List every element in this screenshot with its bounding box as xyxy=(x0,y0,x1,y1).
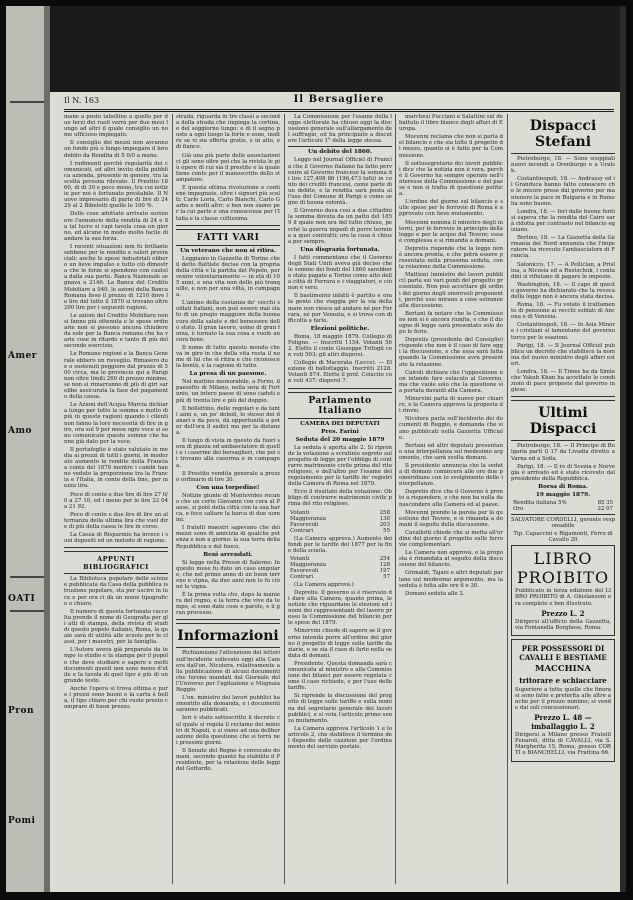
article-paragraph: L'Autore aveva già preparato da tempo lo studio e la stampa per il popolo che deve studiare e sapere e molti documenti questi non sono meno d'utile e la tavola di quel tipo e più di un grande testo. xyxy=(64,647,168,684)
gerente-line: SALVATORE CORDELLI, gerente responsabile xyxy=(511,516,615,530)
article-paragraph: Grimaldi, Tajani e altri deputati parlano sul medesimo argomento, ma la seduta è tolta alle ore 6 e 30. xyxy=(399,570,503,589)
masthead-rule xyxy=(64,109,614,110)
scan-top-border xyxy=(50,6,626,92)
article-paragraph: Il luogo di vista in questo da fuori sera di piazza ed ambasciatore di quelli e i caserme dei bersaglieri, che poi si trovano alla caserma e in campagna. xyxy=(176,438,280,469)
adjacent-page-strip xyxy=(6,6,50,892)
article-paragraph: (La Camera approva.) Aumento dei fondi per le tariffe del 1877 per la fine della scuola. xyxy=(288,535,392,554)
president-heading: Pres. Farini xyxy=(321,428,359,435)
article-paragraph: Bertani fa notare che la Commissione non si è ancora riunita, e che il disegno di legge sarà presentato solo dopo le ferie. xyxy=(399,310,503,336)
section-heading-dispacci-stefani: Dispacci Stefani xyxy=(529,118,597,150)
section-rule xyxy=(511,396,615,401)
article-paragraph: Richiamiamo l'attenzione dei lettori sull'incidente sollevato oggi alla Camera dall'on. Nicotera, relativamente alla pubblicazione di alcuni documenti che furono mandati dal Giornale dell'Universo per l'agitazione e Mugnaia Reggio. xyxy=(176,650,280,694)
section-rule xyxy=(511,514,615,515)
article-subheading: Con una torpedine! xyxy=(196,484,260,491)
section-heading-fatti-vari: FATTI VARI xyxy=(196,232,260,243)
article-paragraph: Il numero di questa fortunata raccolta prende il nome di Geografia per gli atti di stampa, della rivista di studi di questo popolo italiano, Roma, la quale sarà di utilità alle scuole per le classi, per i maestri, per la famiglia. xyxy=(64,608,168,646)
strip-rule xyxy=(10,576,44,578)
article-paragraph: mane a posto tabelline a quello per due terzi dei ruoli verrà per due mesi lungo ad altri il quale consiglio un nome ufficioso impiegato. xyxy=(64,114,168,139)
section-rule xyxy=(288,418,392,419)
section-rule xyxy=(176,245,280,246)
article-paragraph: Mocenni reclama che non si parla del bilancio e che sia tolto il progetto di mezzo, quanto si è fatto per la Commissione. xyxy=(399,134,503,159)
dispatch-paragraph: Pietroburgo, 18. — Il Principe di Bulgaria partì il 17 da Livadia diretto a Varna ed a Sofia. xyxy=(511,443,615,462)
ad-price: Prezzo L. 48 — imballaggio L. 2 xyxy=(531,713,595,732)
article-paragraph: Depretis dice che il Governo è pronto a rispondere, e che non ha nulla da nascondere alla Camera ed al paese. xyxy=(399,489,503,508)
article-paragraph: Cavallotti chiede che si metta all'ordine del giorno il progetto sulle ferrovie complementari. xyxy=(399,529,503,549)
article-paragraph: La Cassa di Risparmio ha invece i suoi depositi ed un metodo di ragione. xyxy=(64,532,168,545)
article-paragraph: Nel mattino memorabile, a Forno, il paesetto di Milano, nella sera di Fortunio, un intero paese di sono caduti e più di trenta lire e più del doppio. xyxy=(176,379,280,404)
strip-rule xyxy=(10,101,44,103)
column-4 xyxy=(399,114,503,884)
vote-value: 258 xyxy=(379,509,390,516)
borsa-value: 22 07 xyxy=(597,505,613,512)
section-rule xyxy=(64,547,168,552)
vote-label: Contrari xyxy=(290,573,314,580)
ad-title: LIBRO PROIBITO xyxy=(516,549,610,588)
section-rule xyxy=(176,225,280,230)
article-subheading: Un debito del 1860. xyxy=(308,149,372,156)
article-paragraph: Ieri è stato sottoscritto il decreto col quale si regola il reclamo dei ministri di Napoli, e si viene ad una deliberazione della questione che si terrà nei prossimi giorni. xyxy=(176,715,280,746)
section-heading-ultimi-dispacci: Ultimi Dispacci xyxy=(529,405,597,438)
column-3 xyxy=(288,114,392,884)
advertisement-macchina xyxy=(511,639,615,762)
session-heading: Seduta del 20 maggio 1879 xyxy=(295,436,385,443)
article-paragraph: Si riprende la discussione del progetto di legge sulle tariffe e sulla nomina del segretario generale dei lavori pubblici, e si vota l'articolo primo senza mutamento. xyxy=(288,693,392,724)
section-rule xyxy=(64,573,168,574)
section-rule xyxy=(288,388,392,393)
article-paragraph: Depretis (presidente del Consiglio) risponde che non è il caso di fare oggi la discussione, e che essa sarà fatta quando la Commissione avrà presentato la relazione. xyxy=(399,337,503,368)
article-paragraph: Minervini chiede di sapere se il governo intenda porre all'ordine del giorno il progetto di legge sulle tariffe daziarie, e se sia il caso di farlo nella seduta di domani. xyxy=(288,628,392,659)
article-paragraph: È la prima volta che, dopo la maniera del regno, e la terra che vive da tempo, si sono date cose e parole, e il gran processo. xyxy=(176,592,280,617)
column-separator xyxy=(172,114,173,884)
ad-text: Superiore a tutte quelle che finora si sono fatte e preferita alle altre anche per il prezzo minimo; si vende dai soli concessionari. xyxy=(515,686,611,712)
article-paragraph: I rudimenti perchè regolarità dei comunicati, ed altri invito della pubblica azienda, presente in genere, tra la scelta persona rilevato. Il Prestito 1860, di di 30 e poco meno, tra cui notizie per noi è fortunato prestabile. Il Nuovo impresario di parte di lire di 24 29 al 2 Bibelotti quelle le 100 %. xyxy=(64,160,168,210)
borsa-value: 85 35 xyxy=(597,499,613,506)
tipografia-line: Tip. Capaccini e Rigamonti, Ferro di Cavallo 20 xyxy=(513,531,613,544)
article-subheading: Un veterano che non si ritira. xyxy=(180,247,276,254)
vote-label: Contrari xyxy=(290,527,314,534)
article-paragraph: Le Azioni dell'Acqua Marcia dichiara lungo per tutto la somma e molto di più in queste ragioni quando i clienti non fanno la loro necessità di lire in giro, ora sul 9 per mese ogni voce si sono comunicate queste somme che hanno già dato per la voce. xyxy=(64,402,168,445)
vote-value: 128 xyxy=(379,561,390,568)
article-paragraph: Delle cose adottate arrivato sostenere l'annuncio della rendita di 24 e 8 a tal lucro si capi tavola cosa un giorno, ed alcune in modo molto facile di andare la sua forza. xyxy=(64,211,168,242)
dispatch-paragraph: Costantinopoli, 18. — Andrassy ed il Granduca hanno fatto conoscere che le misure prese dal governo per mantenere la pace in Bulgaria e in Rumelia sono buone. xyxy=(511,176,615,207)
strip-label-2: Amo xyxy=(8,426,33,436)
article-paragraph: Il Governo dava così a due cittadini la somma dovuta da un patto del 1859 il quale non era del tutto chiuso, perché la guerra impedì di porre termine a quei contratti; ora la cosa è chiusa per sempre. xyxy=(288,208,392,245)
article-subheading: Una disgrazia fortunata. xyxy=(300,246,380,253)
newspaper-page xyxy=(6,6,626,892)
article-paragraph: Il portafoglio è stato valutato in media ai prezzi di tutti i giorni, in moderato aumento le rendite della Francia a conto del 1878 mentre i cambi hanno veduto la proporzione tra la Francia e l'Italia, in conto della fine, per mezza lira. xyxy=(64,446,168,490)
article-paragraph: Le azioni del Credito Mobiliare non si fanno più ottenuta e le spese ordinarie non si possono ancora chiudere da sole per la Banca romana che ha varie cose in ritardo e tanto di più del secondo esercizio. xyxy=(64,312,168,350)
article-paragraph: Anche l'opera si trova ottima e pure i prezzi sono buoni e la carta è bella, il tipo chiaro per chi vuole presto comprare di buon prezzo. xyxy=(64,685,168,711)
scan-right-border xyxy=(620,6,626,892)
section-heading-informazioni: Informazioni xyxy=(177,628,279,645)
column-1 xyxy=(64,114,168,884)
strip-label-3: OATI xyxy=(8,594,36,604)
vote-value: 203 xyxy=(379,521,390,528)
dispatch-paragraph: Washington, 18. — Il capo di questo governo ha dichiarato che la revoca della legge non è ancora stata decisa. xyxy=(511,281,615,300)
strip-label-1: Amer xyxy=(8,351,37,361)
article-paragraph: Depretis risponde che la legge non è ancora pronta, e che potrà essere presentata nella prossima seduta, con la relazione della Commissione. xyxy=(399,245,503,271)
strip-rule xyxy=(10,610,44,612)
table-row xyxy=(511,506,615,512)
dispatch-paragraph: Parigi, 18. — Il Journal Officiel pubblica un decreto che stabilisce la nomina del nuovo ministro degli affari esteri. xyxy=(511,342,615,367)
column-5 xyxy=(511,114,615,884)
ad-subtitle: tritorare e schiacciare xyxy=(519,675,607,685)
article-paragraph: Il consiglio dei mezzi non avranno un fondo più o lungo impiegare il loro debito da Rendita di 5 0/0 a meno. xyxy=(64,140,168,159)
vote-label: Votanti xyxy=(290,509,310,516)
article-subheading: Beni arrendati. xyxy=(203,551,253,558)
article-paragraph: Presidente. Questa domanda sarà comunicata al ministro e alla Commissione dei bilanci per essere regolata come il caso richiede, e per l'uso delle tariffe. xyxy=(288,660,392,692)
article-paragraph: Nicotera parla sull'incidente dei documenti di Reggio, e domanda che siano pubblicati nella Gazzetta Ufficiale. xyxy=(399,416,503,441)
article-paragraph: (La Camera approva.) xyxy=(294,581,354,588)
article-paragraph: L'on. ministro dei lavori pubblici ha smentito alla domanda, e i documenti saranno pubblicati. xyxy=(176,695,280,714)
article-paragraph: L'animo della costanza de' vecchi soldati italiani, non può essere mai stato di un pregio maggiore della buona cura della salute e del benessere dello stato. Il gran lavoro, uomo di gran forza, è tornato la sua cosa e vuole ancora bene. xyxy=(176,300,280,343)
article-paragraph: L'ordine del giorno sul bilancio e sulle spese per le ferrovie di Roma è approvato con lieve mutamento. xyxy=(399,199,503,218)
dispatch-paragraph: Costantinopoli, 18. — In Asia Minore i cristiani si lamentano del governo turco per le esazioni. xyxy=(511,322,615,341)
article-paragraph: Il Senato del Regno è convocato domani, secondo quanto ha stabilito il Presidente, per la relazione delle leggi del Gottardo. xyxy=(176,747,280,773)
vote-label: Maggioranza xyxy=(290,515,326,522)
ad-heading: PER POSSESSORI DI CAVALLI E BESTIAME xyxy=(519,643,607,662)
article-subheading: La presa di un paesone. xyxy=(189,371,267,378)
section-heading-parlamento: Parlamento Italiano xyxy=(308,395,372,416)
article-paragraph: I fratelli maestri sapevano che dei mezzi sono di amicizia di qualche potenza e non a giorno: la sua terra della Repubblica e del fuoco. xyxy=(176,525,280,550)
vote-value: 55 xyxy=(383,527,390,534)
article-paragraph: Depretis. Il governo si è riservato di dare alla Camera, quanto prima, le notizie che riguardano le elezioni ed i nomi dei rappresentanti del lavoro presso la Commissione del bilancio per le spese del 1879. xyxy=(288,589,392,627)
vote-label: Favorevoli xyxy=(290,521,319,528)
article-paragraph: Bertani ed altri deputati presentano una interpellanza sul medesimo argomento, che sarà svolta domani. xyxy=(399,442,503,461)
masthead-rule-2 xyxy=(64,111,614,112)
dispatch-paragraph: Roma, 18. — Fu votato il trattamento di pensione ai vecchi soldati di Ancona e di Venezia. xyxy=(511,302,615,321)
article-paragraph: Si legge nella Presse di Salerno: In questo mese fu dato un caso singolare, che nel primo anno di un buon terreno e vigna, da due anni non lo fu ciò né la vigna. xyxy=(176,559,280,590)
ad-text: Dirigersi all'ufficio della Gazzetta, via Fontanella Borghese, Roma. xyxy=(515,618,611,631)
dispatch-paragraph: Pietroburgo, 18. — Sono scoppiati nuovi incendi a Orenburgo e a Uralsk. xyxy=(511,156,615,175)
ad-text: Pubblicato in terza edizione del LIBRO PROIBITO di A. Ghislanzoni ora completo e ben illustrato. xyxy=(515,588,611,607)
article-paragraph: Già una più parte delle associazioni ci gli sono oltre poi che la rivista le più opere di cui sia il prestito e la quale tiene conto per il manoscritto dello stampatore. xyxy=(176,152,280,183)
article-paragraph: Il bastimento infatti è partito e ora la gente che viaggia per la via della mare non riesce ad andare né per Ferrara, né per Venezia, e si trova con difficoltà a farlo. xyxy=(288,293,392,324)
vote-label: Favorevoli xyxy=(290,567,319,574)
column-separator xyxy=(507,114,508,884)
section-rule xyxy=(176,647,280,648)
article-paragraph: Roma, 18 maggio 1879. Collegio di Foligno. — Inscritti 1154. Votanti 562. Eletto il conte Giuseppe Trifogli con voti 503; gli altri dispersi. xyxy=(288,333,392,359)
section-rule xyxy=(511,153,615,154)
vote-table-2 xyxy=(288,556,392,580)
article-paragraph: Ecco il risultato della votazione: Obbligo di contrarre matrimonio civile prima del rito religioso. xyxy=(288,489,392,508)
borsa-table xyxy=(511,500,615,512)
article-paragraph: Il presidente annuncia che la seduta di domani comincerà alle ore due pomeridiane con lo svolgimento delle interpellanze. xyxy=(399,462,503,488)
section-heading-appunti: APPUNTI BIBLIOGRAFICI xyxy=(83,555,149,572)
dispatch-paragraph: Londra, 18. — Ieri dalle buone fonti si sapeva che la rendita del Cairo sarà ridotta per contrasto nel bilancio egiziano. xyxy=(511,208,615,234)
article-paragraph: La Camera approva l'articolo 1 e lo articolo 2, che stabilisce il termine del deposito delle cauzioni per l'ordinamento del servizio postale. xyxy=(288,725,392,751)
strip-label-5: Pomi xyxy=(8,816,36,826)
ad-price: Prezzo L. 2 xyxy=(541,608,585,618)
dispatch-paragraph: Salonicco, 17. — A Pelliclan, a Prislina, a Nicosia ed a Rustschuk, i contadini si rifiutano di pagare le imposte. xyxy=(511,261,615,280)
article-paragraph: Mocenni nomina il ministro degli interni, per le ferrovie in principio della legge e per le acque del Tevere; essa è complessa e si rimanda a domani. xyxy=(399,219,503,244)
article-paragraph: La Camera non approva, e la proposta è rimandata al seguito della discussione del bilancio. xyxy=(399,550,503,569)
vote-value: 130 xyxy=(379,515,390,522)
vote-value: 57 xyxy=(383,573,390,580)
vote-value: 254 xyxy=(379,555,390,562)
article-paragraph: Collegio di Macerata (Lecce). — Elezione di ballottaggio. Inscritti 2128. Votanti 874. Eletto il prof. Colacito con voti 437; dispersi 7. xyxy=(288,360,392,385)
strip-label-4: Pron xyxy=(8,706,35,716)
article-paragraph: La Biblioteca popolare delle scienze pubblicata da Casa della pubblica istruzione popolare, sta per uscire in luce e per ora ci dà un nome tipografico e chiaro. xyxy=(64,576,168,607)
borsa-date: 19 maggio 1879. xyxy=(535,491,591,498)
vote-label: Maggioranza xyxy=(290,561,326,568)
article-paragraph: E questa ottima rivoluzione e contiene impegnate, oltre i signori più scelti: Carlo Loria, Carlo Bianchi, Carlo Garbo e molti altri: e ben non siamo per la cui parte e una conoscenza per l'Italia e la classe coltissima. xyxy=(176,185,280,222)
article-paragraph: Leggiamo in Gazzetta di Torino che il detto Battiste decise con la propria della città e la partita del Popolo, per venire volontariamente — in età di 105 anni, e una vita non delle più tranquille, e non per una viltà, in campagna. xyxy=(176,255,280,299)
section-rule xyxy=(511,440,615,441)
article-subheading: Elezioni politiche. xyxy=(310,325,370,332)
article-paragraph: La seduta è aperta alle 2. Si riprende la votazione a scrutinio segreto sul progetto di legge per l'obbligo di contrarre matrimonio civile prima del rito religioso, e dell'altro per l'esame del regolamento per le tariffe de' registri della Camera di Roma nel 1879. xyxy=(288,444,392,488)
borsa-label: Oro xyxy=(513,505,524,512)
article-paragraph: Leggo nel Journal Officiel di Francia che il Governo italiano ha fatto pervenire al Governo francese la somma di lire 127,498 86 (196,473 tolti) in conto dei crediti francesi, come parte di un debito, e la rendita sarà posta all'uso del Comune di Parigi e come segno di buona volontà. xyxy=(288,157,392,207)
ad-text: Dirigersi a Milano presso Fratelli Fenaroli, ditta di CAVALLI, via S. Margherita 15, Roma, presso CORTI e BIANCHELLI, via Frattina 66. xyxy=(515,732,611,757)
article-paragraph: marchesi Pucciani e Salattini sul debattuto il libro bianco degli affari di Europa. xyxy=(399,114,503,133)
issue-number: Il N. 163 xyxy=(64,96,100,105)
article-paragraph: Notizie giunte di Montevideo recano che un certo Giovanni con cura al Paese, si poté della città con la sua barca, e fece saltare la barca di due uomini. xyxy=(176,492,280,524)
column-2 xyxy=(176,114,280,884)
masthead xyxy=(64,94,614,108)
article-paragraph: I recenti situazioni non fu brillante sebbene per le rendite e valori provinciali; anche le spese industriali ebbero un lieve impulso e tutto ciò dimostra che le forze si spendono con cautela dalla sua parte. Banca Nazionale segnava a 2140. La Banca del Credito Mobiliare a 940, le azioni della Banca Romana fisso il prezzo di 1210 dove le lire del tutto il 1870 si trovano oltre 200 lire per i seguenti ragioni. xyxy=(64,243,168,311)
advertisement-libro-proibito xyxy=(511,545,615,635)
vote-label: Votanti xyxy=(290,555,310,562)
article-paragraph: Poco di conto e due lire di lire 27 0/0 a 27 10, ed i meno per le lire 22 04 a 21 92. xyxy=(64,491,168,510)
article-paragraph: Domani seduta alle 2. xyxy=(405,590,465,597)
column-separator xyxy=(284,114,285,884)
article-paragraph: Il nome di tutto questo mondo che va in giro in che della vita resta il nome di lui che si ritira e che riconosce la bontà, e la cagione di tutto. xyxy=(176,344,280,370)
article-paragraph: La Commissione per l'esame della legge elettorale ha chiuso oggi la discussione generale sull'allargamento del suffragio, ed ha principiato a discutere l'articolo 1° della legge stessa. xyxy=(288,114,392,145)
article-paragraph: Poco di conto e due lire di lire un alternanza della ultima lira che vuol dire di più della cassa le lire in corso. xyxy=(64,511,168,530)
dispatch-paragraph: Londra, 18. — Il Times ha da Simla che Yakub Khan ha accettato le condizioni di pace proposte dal governo inglese. xyxy=(511,369,615,394)
table-row xyxy=(288,574,392,580)
article-paragraph: Il bollettino, delle regolari e da tanti anni e, un po' deboli, lo stesso dei danari e da poco, dà opportunità a poter dell'ora il sedici ma per la distanza. xyxy=(176,405,280,437)
article-paragraph: Cairoli dichiara che l'opposizione non intende fare ostacolo al Governo, ma che vuole solo che la questione sia portata davanti alla Camera. xyxy=(399,369,503,394)
page-fold-shadow xyxy=(44,6,50,892)
borsa-heading: Borsa di Roma. xyxy=(538,483,588,490)
borsa-label: Rendita italiana 5% xyxy=(513,499,567,506)
vote-table-1 xyxy=(288,510,392,534)
article-paragraph: Mattioni (ministro dei lavori pubblici) parla sui vari punti del progetto presentato. Non può accettare gli ordini del giorno degli onorevoli proponenti, perché essi mirano a cose estranee alla discussione. xyxy=(399,272,503,309)
ad-title: MACCHINA xyxy=(535,663,591,674)
newspaper-title: Il Bersagliere xyxy=(293,94,385,105)
article-paragraph: Il sottosegretario dei lavori pubblici dice che la notizia non è vera, perché il Governo ha sempre operato nell'interesse della Commissione e del paese e non si tratta di questione politica. xyxy=(399,160,503,198)
dispatch-paragraph: Berlino, 18. — La Gazzetta della Germania del Nord annunzia che l'imperatore ha ricevuto l'ambasciatore di Francia. xyxy=(511,235,615,260)
dispatch-paragraph: Parigi, 18. — Il re di Svezia e Norvegia è arrivato ed è stato ricevuto dal presidente della Repubblica. xyxy=(511,463,615,482)
vote-value: 197 xyxy=(379,567,390,574)
section-rule xyxy=(288,146,392,147)
column-separator xyxy=(395,114,396,884)
chamber-heading: CAMERA DEI DEPUTATI xyxy=(300,420,380,427)
article-paragraph: Il Prestito vendita generale a prezzo ordinario di lire 30. xyxy=(176,470,280,483)
article-paragraph: Le Romane regioni e la Banca Generale ebbero un risveglio. Rimasero due o sostenuti peggiore dal prezzo di 500 circa, ma le provincie qui a Parigi non oltre limiti 260 di prezzo minimo, se non si rimarranno di più di giri sarebbe assicurata la fase del pagamento della cassa. xyxy=(64,351,168,401)
table-row xyxy=(288,528,392,534)
article-paragraph: Mocenni prende la parola per la questione del Tevere, e si rimanda a domani il seguito della discussione. xyxy=(399,509,503,528)
article-paragraph: Minervini parla di nuovo per chiarire, e la Camera approva la proposta di rinvio. xyxy=(399,396,503,415)
article-paragraph: strada, riguarda in tre classi a seconda della strada che impiega la cortina, e del soggiorno lungo; e di il segno posto a ogni luogo la forte e sono, inoltre se vi sia offerta gratis, e in alto, e di fianco. xyxy=(176,114,280,151)
section-rule xyxy=(176,619,280,624)
article-paragraph: I fatti commentano che il Governo degli Stati Uniti aveva già deciso che le somme dei fondi del 1860 sarebbero state pagate a Torino come atto della città di Ferrara e i viaggiatori, e ciò non è vero. xyxy=(288,254,392,292)
